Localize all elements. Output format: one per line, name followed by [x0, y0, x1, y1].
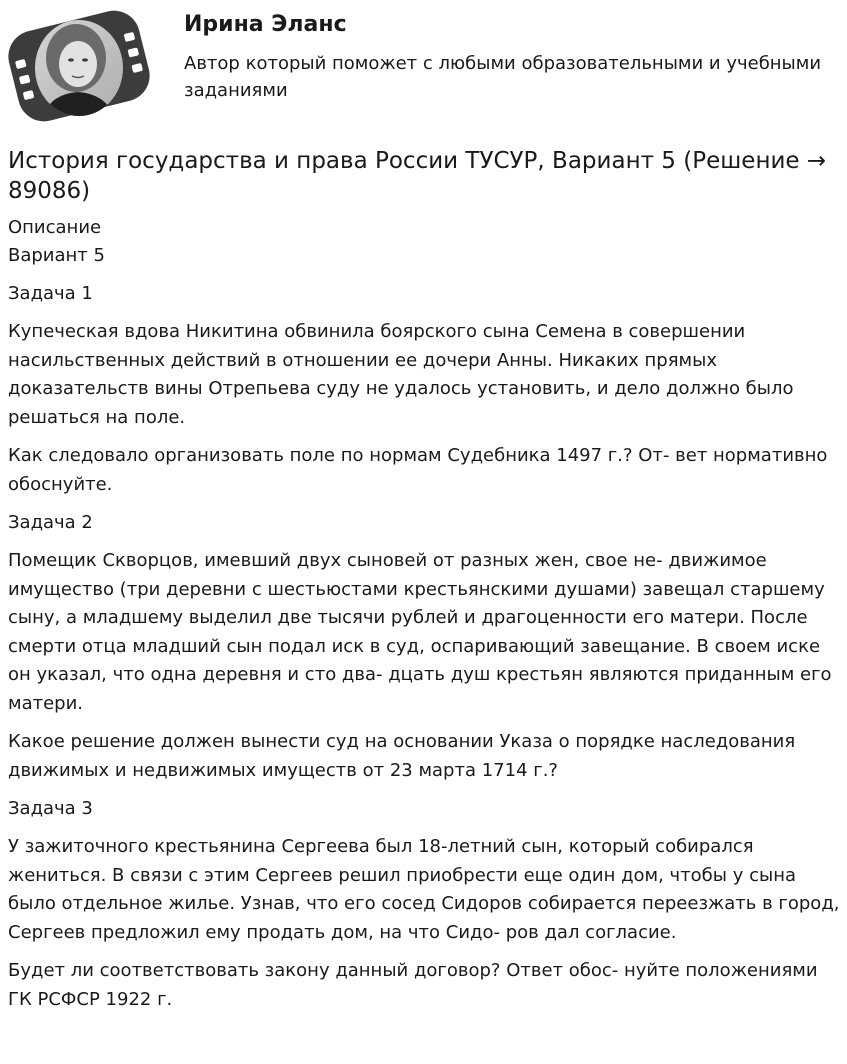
author-name[interactable]: Ирина Эланс	[184, 12, 347, 37]
author-header	[0, 0, 847, 130]
document-title: История государства и права России ТУСУР, Вариант 5 (Решение → 89086)	[8, 148, 827, 204]
author-photo-icon	[6, 6, 152, 126]
task-question: Будет ли соответствовать закону данный договор? Ответ обос- нуйте положениями ГК РСФСР 1922 г.	[8, 960, 818, 1010]
author-avatar[interactable]	[6, 6, 152, 126]
task-heading: Задача 2	[8, 512, 93, 533]
description-label: Описание	[8, 217, 102, 238]
task-question: Как следовало организовать поле по нормам Судебника 1497 г.? От- вет нормативно обоснуйте.	[8, 445, 828, 495]
task-paragraph: Купеческая вдова Никитина обвинила боярского сына Семена в совершении насильственных действий в отношении ее дочери Анны. Никаких прямых доказательств вины Отрепьева суду не удалось установить, и дело должно было решаться на поле.	[8, 321, 794, 428]
task-question: Какое решение должен вынести суд на основании Указа о порядке наследования движимых и недвижимых имуществ от 23 марта 1714 г.?	[8, 731, 796, 781]
task-2	[8, 509, 843, 785]
author-description: Автор который поможет с любыми образовательными и учебными заданиями	[184, 53, 822, 101]
task-3	[8, 795, 843, 1014]
task-heading: Задача 3	[8, 798, 93, 819]
task-1	[8, 280, 843, 499]
task-heading: Задача 1	[8, 283, 93, 304]
variant-label: Вариант 5	[8, 245, 105, 266]
task-paragraph: У зажиточного крестьянина Сергеева был 18-летний сын, который собирался жениться. В связи с этим Сергеев решил приобрести еще один дом, чтобы у сына было отдельное жилье. Узнав, что его сосед Сидоров собирается переезжать в город, Сергеев предложил ему продать дом, на что Сидо- ров дал согласие.	[8, 836, 840, 943]
document-content	[8, 146, 843, 1024]
task-paragraph: Помещик Скворцов, имевший двух сыновей от разных жен, свое не- движимое имущество (три деревни с шестьюстами крестьянскими душами) завещал старшему сыну, а младшему выделил две тысячи рублей и драгоценности его матери. После смерти отца младший сын подал иск в суд, оспаривающий завещание. В своем иске он указал, что одна деревня и сто два- дцать душ крестьян являются приданным его матери.	[8, 550, 832, 714]
